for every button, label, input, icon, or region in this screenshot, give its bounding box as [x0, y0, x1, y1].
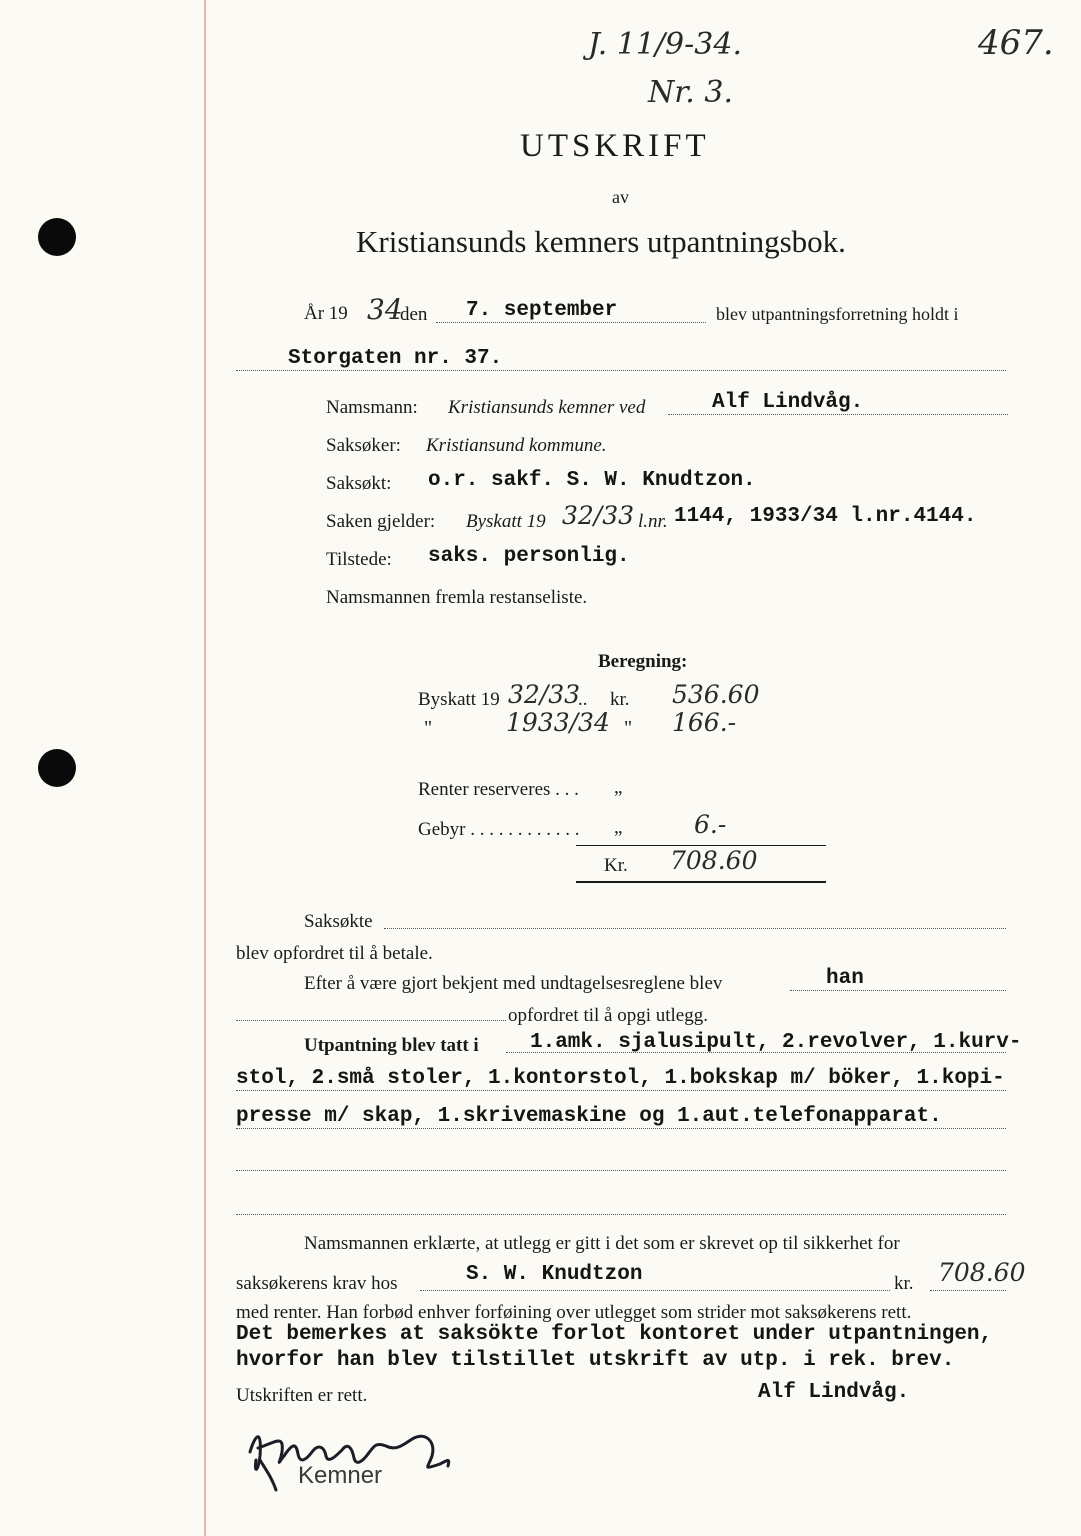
items-line3-text: presse m/ skap, 1.skrivemaskine og 1.aut.telefonapparat. [236, 1105, 942, 1128]
place-line [236, 370, 1006, 371]
krav-name: S. W. Knudtzon [466, 1263, 643, 1286]
date-value: 7. september [466, 299, 618, 322]
krav-line [420, 1290, 890, 1291]
namsmann-printed: Kristiansunds kemner ved [448, 397, 646, 418]
number-annotation: Nr. 3. [648, 75, 733, 110]
saken-nr-label: l.nr. [638, 511, 668, 532]
calc-row2-amount: 166.- [672, 708, 737, 737]
efter-line [790, 990, 1006, 991]
title-av: av [612, 187, 629, 207]
krav-text: saksøkerens krav hos [236, 1273, 398, 1294]
opfordret-betale: blev opfordret til å betale. [236, 943, 433, 964]
document-subtitle: Kristiansunds kemners utpantningsbok. [356, 224, 846, 259]
blank-line [236, 1170, 1006, 1171]
restanse-text: Namsmannen fremla restanseliste. [326, 587, 588, 608]
punch-hole [38, 218, 76, 256]
gebyr-label: Gebyr . . . . . . . . . . . . [418, 819, 580, 840]
remark-line2: hvorfor han blev tilstillet utskrift av utp. i rek. brev. [236, 1349, 955, 1372]
declaration-line1: Namsmannen erklærte, at utlegg er gitt i det som er skrevet op til sikkerhet for [304, 1233, 900, 1254]
calc-row1-label: Byskatt 19 [418, 689, 500, 710]
punch-hole [38, 749, 76, 787]
tilstede-label: Tilstede: [326, 549, 392, 570]
saken-value: 1144, 1933/34 l.nr.4144. [674, 505, 977, 528]
held-text: blev utpantningsforretning holdt i [716, 304, 959, 324]
den-label: den [400, 304, 428, 325]
items-line2-text: stol, 2.små stoler, 1.kontorstol, 1.bokskap m/ böker, 1.kopi- [236, 1067, 1005, 1090]
saksokt-value: o.r. sakf. S. W. Knudtzon. [428, 469, 756, 492]
calculation-heading: Beregning: [598, 651, 688, 672]
opgi-utlegg: opfordret til å opgi utlegg. [508, 1005, 708, 1026]
blank-line [236, 1214, 1006, 1215]
calc-row1-dots: .. [578, 689, 588, 710]
total-amount: 708.60 [670, 846, 758, 875]
calc-row1-kr: kr. [610, 689, 630, 710]
year-suffix: 34 [367, 293, 403, 326]
year-prefix: År 19 [304, 303, 348, 324]
place-value: Storgaten nr. 37. [288, 347, 503, 370]
namsmann-label: Namsmann: [326, 397, 418, 418]
saksokte-label: Saksøkte [304, 911, 373, 932]
items-line3 [236, 1128, 1006, 1129]
items-line1-text: 1.amk. sjalusipult, 2.revolver, 1.kurv- [530, 1031, 1022, 1054]
namsmann-line [668, 414, 1008, 415]
saksokt-label: Saksøkt: [326, 473, 392, 494]
renter-comma: „ [614, 777, 623, 798]
gebyr-amount: 6.- [694, 810, 727, 839]
signed-name: Alf Lindvåg. [758, 1381, 910, 1404]
calc-row1-amount: 536.60 [672, 680, 760, 709]
remark-line1: Det bemerkes at saksökte forlot kontoret under utpantningen, [236, 1323, 993, 1346]
krav-amount: 708.60 [938, 1258, 1026, 1287]
gebyr-comma: „ [614, 817, 623, 838]
krav-amount-line [930, 1290, 1006, 1291]
document-title: UTSKRIFT [520, 128, 710, 164]
saksokte-line [384, 928, 1006, 929]
utskriften-text: Utskriften er rett. [236, 1385, 368, 1406]
calc-row2-ditto: " [424, 717, 433, 739]
saksoker-label: Saksøker: [326, 435, 401, 456]
namsmann-value: Alf Lindvåg. [712, 391, 864, 414]
renter-label: Renter reserveres . . . [418, 779, 579, 800]
efter-text: Efter å være gjort bekjent med undtagelsesreglene blev [304, 973, 723, 994]
total-rule [576, 881, 826, 883]
saken-printed: Byskatt 19 [466, 511, 546, 532]
opgi-line [236, 1020, 506, 1021]
declaration-line2: med renter. Han forbød enhver forføining over utlegget som strider mot saksøkerens rett. [236, 1302, 912, 1323]
margin-line [204, 0, 206, 1536]
krav-kr: kr. [894, 1273, 914, 1294]
saken-label: Saken gjelder: [326, 511, 436, 532]
tilstede-value: saks. personlig. [428, 545, 630, 568]
page-number: 467. [978, 23, 1054, 63]
saken-year: 32/33 [562, 501, 635, 530]
efter-value: han [826, 967, 864, 990]
date-annotation: J. 11/9-34. [588, 27, 742, 62]
utpantning-label: Utpantning blev tatt i [304, 1035, 479, 1056]
calc-row2-year: 1933/34 [506, 708, 610, 737]
kemner-stamp: Kemner [298, 1462, 383, 1489]
saksoker-value: Kristiansund kommune. [426, 435, 607, 456]
date-line [436, 322, 706, 323]
calc-row1-year: 32/33 [508, 680, 581, 709]
items-line2 [236, 1090, 1006, 1091]
total-label: Kr. [604, 855, 628, 876]
calc-row2-ditto: " [624, 717, 633, 739]
